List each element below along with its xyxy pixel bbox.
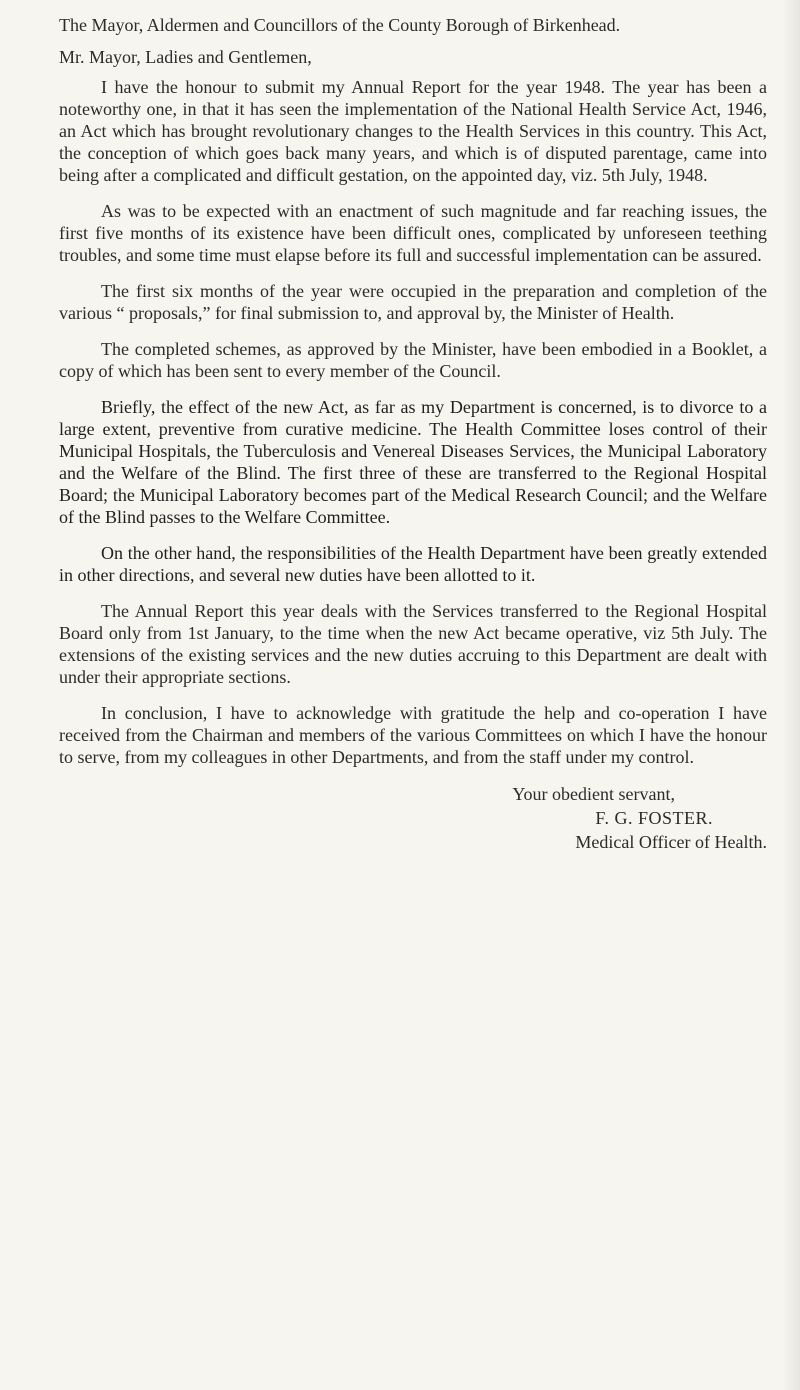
paragraph-report-scope: The Annual Report this year deals with the Services transferred to the Regional Hospital Board only from 1st January, to the time when the new Act became operative, viz 5th July. The extensions of the existing services and the new duties accruing to this Department are dealt with under their appropriate sections. [59, 601, 767, 687]
paragraph-early-difficulties: As was to be expected with an enactment of such magnitude and far reaching issues, the first five months of its existence have been difficult ones, complicated by unforeseen teething troubles, and some time must elapse before its full and successful implementation can be assured. [59, 201, 767, 265]
sign-off-block [59, 782, 767, 854]
paragraph-booklet: The completed schemes, as approved by the Minister, have been embodied in a Booklet, a copy of which has been sent to every member of the Council. [59, 339, 767, 381]
addressee: The Mayor, Aldermen and Councillors of the County Borough of Birkenhead. [59, 15, 621, 35]
salutation: Mr. Mayor, Ladies and Gentlemen, [59, 47, 312, 67]
paragraph-extended-responsibilities: On the other hand, the responsibilities of the Health Department have been greatly extended in other directions, and several new duties have been allotted to it. [59, 543, 767, 585]
signature-name: F. G. FOSTER. [595, 808, 713, 828]
signatory-title: Medical Officer of Health. [575, 832, 767, 852]
letter-page [59, 14, 767, 854]
paragraph-introduction: I have the honour to submit my Annual Report for the year 1948. The year has been a noteworthy one, in that it has seen the implementation of the National Health Service Act, 1946, an Act which has brought revolutionary changes to the Health Services in this country. This Act, the conception of which goes back many years, and which is of disputed parentage, came into being after a complicated and difficult gestation, on the appointed day, viz. 5th July, 1948. [59, 77, 767, 185]
paragraph-proposals: The first six months of the year were occupied in the preparation and completion of the various “ proposals,” for final submission to, and approval by, the Minister of Health. [59, 281, 767, 323]
closing-phrase: Your obedient servant, [512, 784, 675, 804]
scan-edge-shading [782, 0, 800, 1390]
paragraph-conclusion: In conclusion, I have to acknowledge with gratitude the help and co-operation I have received from the Chairman and members of the various Committees on which I have the honour to serve, from my colleagues in other Departments, and from the staff under my control. [59, 703, 767, 767]
paragraph-effect-of-act: Briefly, the effect of the new Act, as far as my Department is concerned, is to divorce to a large extent, preventive from curative medicine. The Health Committee loses control of their Municipal Hospitals, the Tuberculosis and Venereal Diseases Services, the Municipal Laboratory and the Welfare of the Blind. The first three of these are transferred to the Regional Hospital Board; the Municipal Laboratory becomes part of the Medical Research Council; and the Welfare of the Blind passes to the Welfare Committee. [59, 397, 767, 527]
